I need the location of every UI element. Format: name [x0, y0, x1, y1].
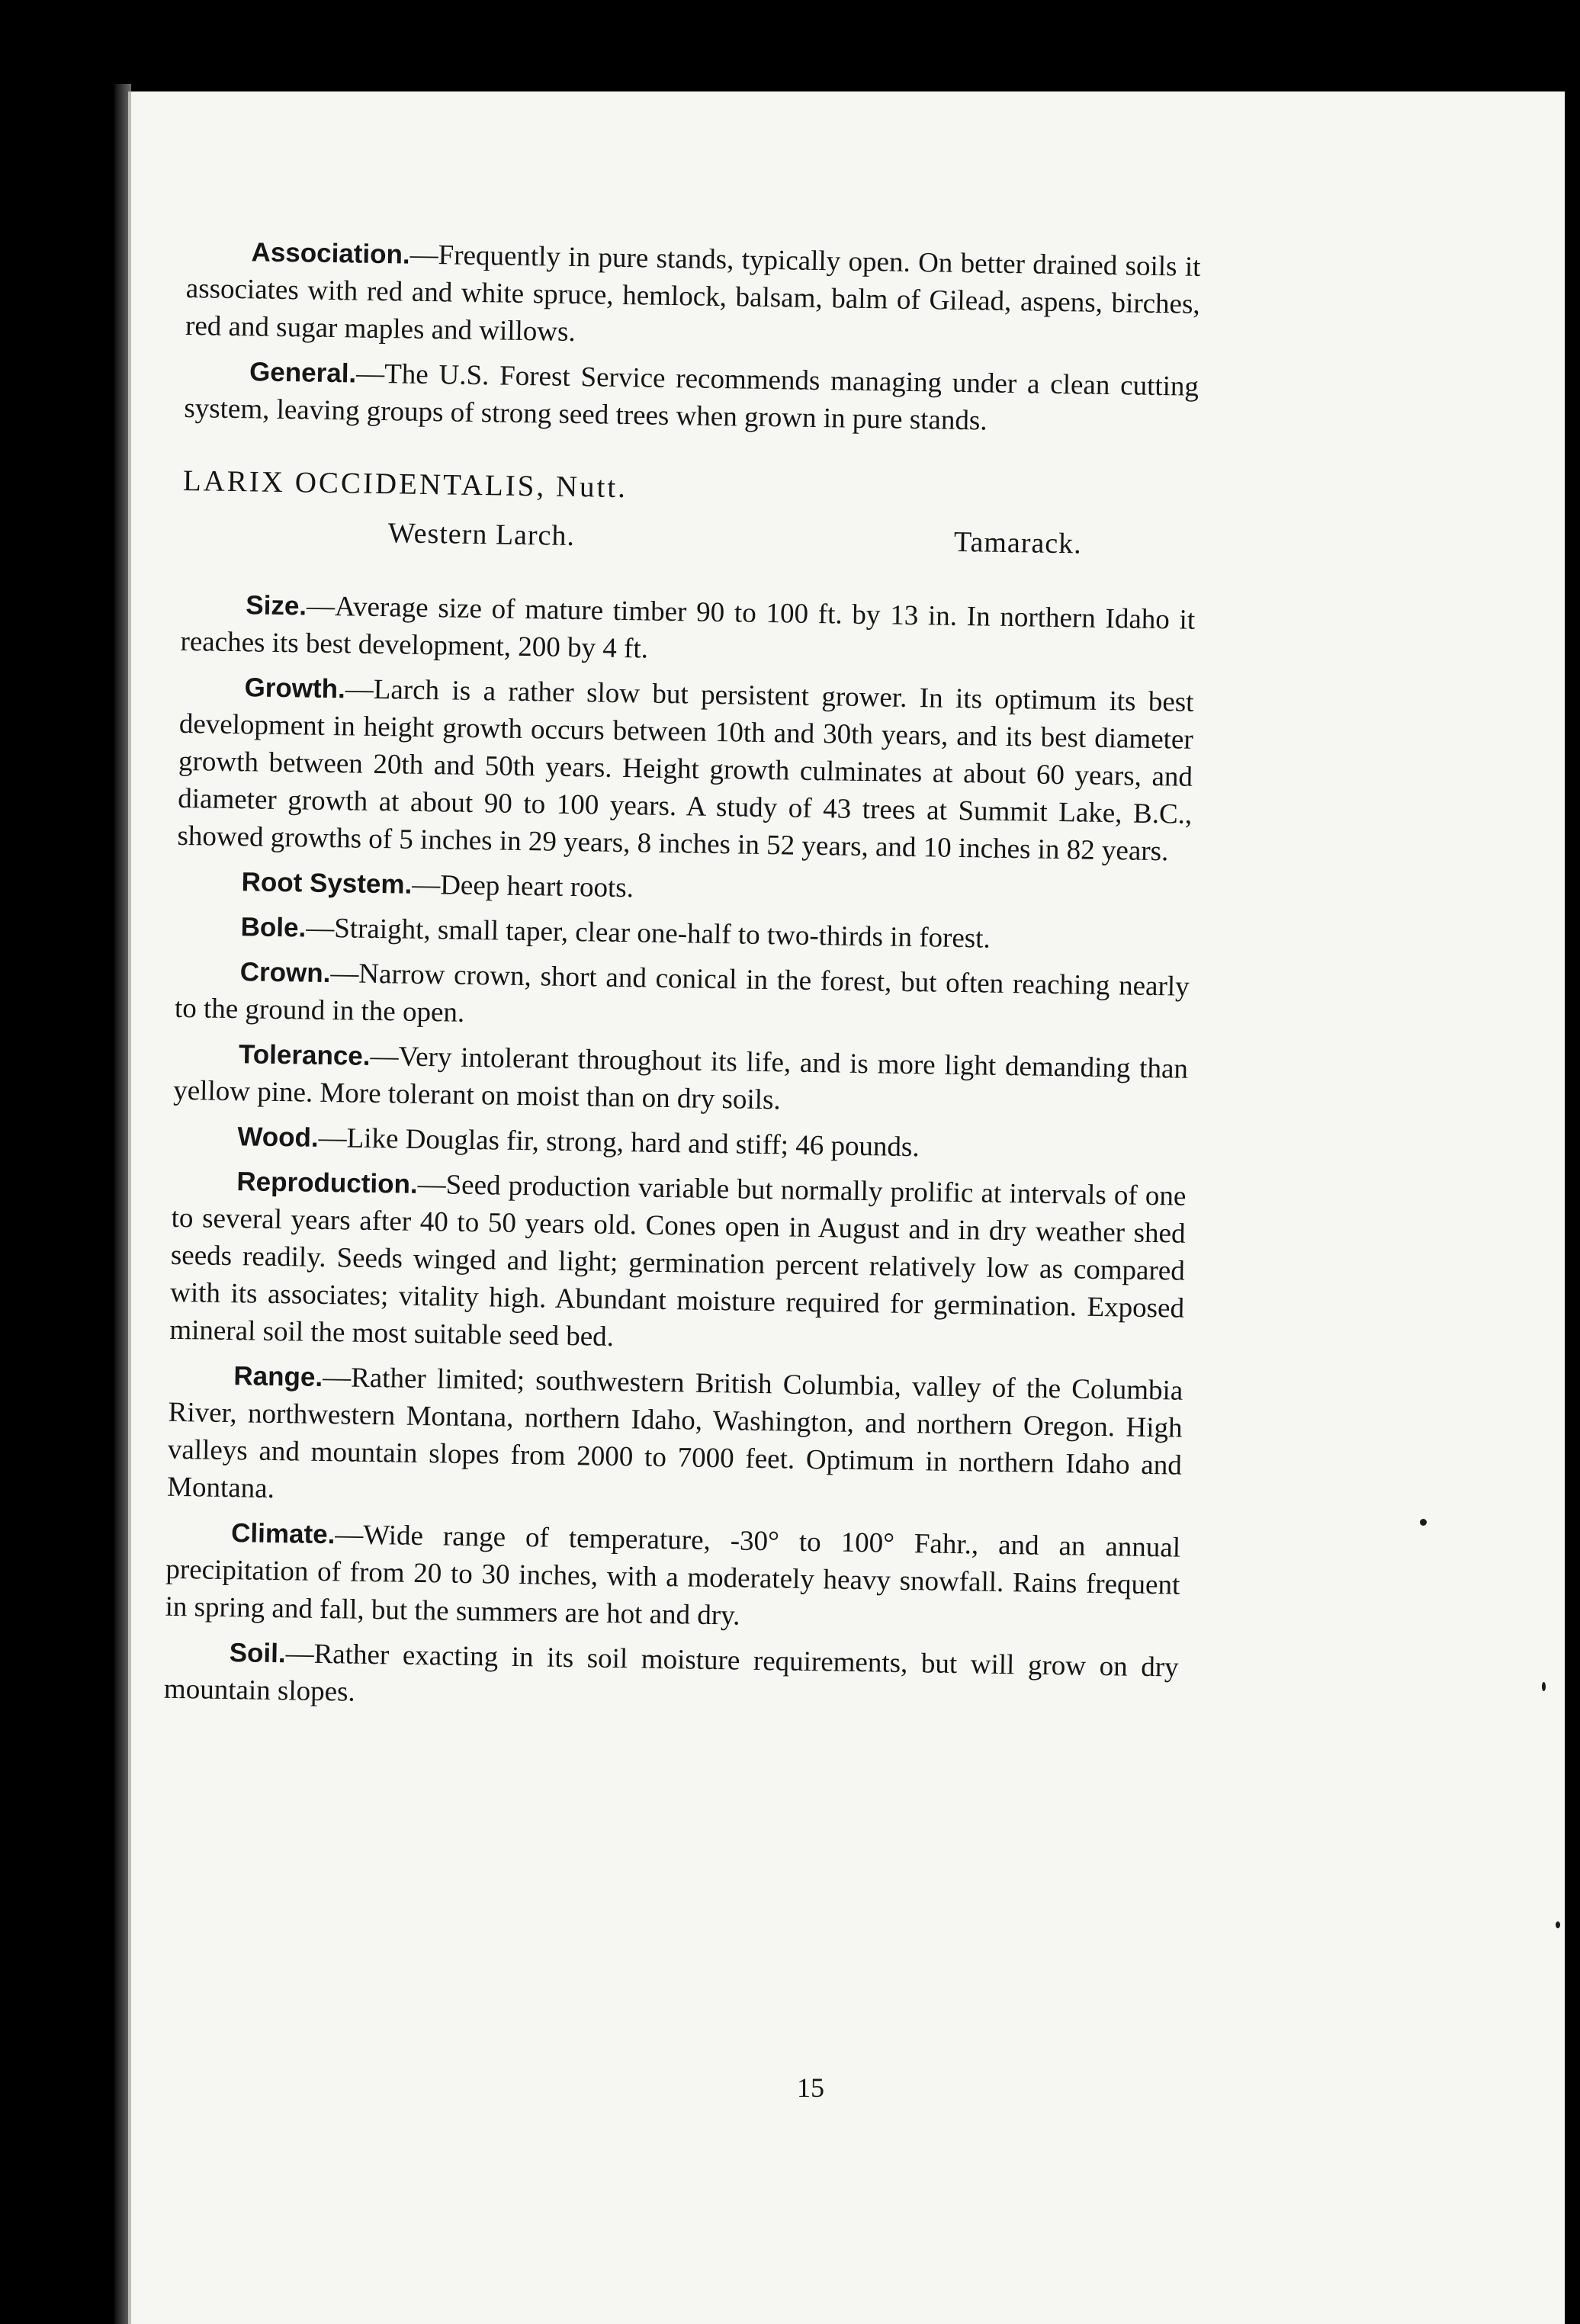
paragraph-lead-soil: Soil.	[229, 1638, 286, 1669]
paragraph-reproduction	[169, 1162, 1187, 1365]
paragraph-body-crown: —Narrow crown, short and conical in the forest, but often reaching nearly to the ground in the open.	[174, 958, 1190, 1029]
paragraph-lead-crown: Crown.	[239, 957, 331, 989]
paragraph-lead-bole: Bole.	[240, 912, 307, 943]
paragraph-lead-climate: Climate.	[230, 1518, 336, 1550]
paragraph-lead-range: Range.	[233, 1361, 323, 1392]
paragraph-lead-wood: Wood.	[237, 1122, 319, 1153]
paragraph-wood	[172, 1117, 1187, 1170]
paragraph-body-reproduction: —Seed production variable but normally prolific at intervals of one to several years after 40 to 50 years old. Cones open in August and in dry weather shed seeds readily. Seeds winged and light; germination percent relatively low as compared with its associates; vitality high. Abundant moisture required for germination. Exposed mineral soil the most suitable seed bed.	[169, 1168, 1187, 1353]
scan-speck	[1420, 1519, 1427, 1526]
species-heading: LARIX OCCIDENTALIS, Nutt.	[182, 464, 628, 505]
paragraph-size	[180, 586, 1195, 676]
paragraph-range	[167, 1356, 1183, 1522]
paragraph-lead-general: General.	[249, 357, 357, 389]
paragraph-body-association: —Frequently in pure stands, typically open. On better drained soils it associates with red and white spruce, hemlock, balsam, balm of Gilead, aspens, birches, red and sugar maples and willows.	[185, 239, 1201, 348]
paragraph-body-growth: —Larch is a rather slow but persistent grower. In its optimum its best development in height growth occurs between 10th and 30th years, and its best diameter growth between 20th and 50th years. Height growth culminates at about 60 years, and diameter growth at about 90 to 100 years. A study of 43 trees at Summit Lake, B.C., showed growths of 5 inches in 29 years, 8 inches in 52 years, and 10 inches in 82 years.	[177, 673, 1194, 868]
paragraph-climate	[165, 1513, 1180, 1642]
paragraph-root-system	[176, 862, 1191, 916]
paragraph-association	[185, 233, 1201, 361]
paragraph-body-general: —The U.S. Forest Service recommends managing under a clean cutting system, leaving groups of strong seed trees when grown in pure stands.	[184, 358, 1199, 437]
scan-speck	[1556, 1921, 1560, 1928]
paragraph-lead-growth: Growth.	[244, 672, 346, 705]
paragraph-bole	[175, 907, 1190, 961]
paragraph-lead-tolerance: Tolerance.	[238, 1039, 371, 1071]
paragraph-lead-size: Size.	[246, 590, 307, 621]
paragraph-body-range: —Rather limited; southwestern British Columbia, valley of the Columbia River, northwestern Montana, northern Idaho, Washington, and northern Oregon. High valleys and mountain slopes from 2000 to 7000 feet. Optimum in northern Idaho and Montana.	[166, 1361, 1183, 1505]
paragraph-body-climate: —Wide range of temperature, -30° to 100° Fahr., and an annual precipitation of from 20 to 30 inches, with a moderately heavy snowfall. Rains frequent in spring and fall, but the summers are hot and dry.	[165, 1519, 1181, 1632]
paragraph-lead-root-system: Root System.	[241, 867, 413, 900]
paragraph-lead-association: Association.	[251, 237, 410, 270]
paragraph-body-root-system: —Deep heart roots.	[411, 868, 634, 904]
scan-speck	[1542, 1682, 1546, 1691]
paragraph-tolerance	[173, 1035, 1188, 1125]
paragraph-body-bole: —Straight, small taper, clear one-half to two-thirds in forest.	[305, 912, 991, 955]
page-body-text	[163, 233, 1200, 1732]
page-number: 15	[797, 2072, 824, 2103]
common-name-western-larch: Western Larch.	[387, 517, 576, 553]
paragraph-body-size: —Average size of mature timber 90 to 100 ft. by 13 in. In northern Idaho it reaches its best development, 200 by 4 ft.	[180, 590, 1196, 665]
common-names	[387, 515, 1082, 563]
paragraph-body-soil: —Rather exacting in its soil moisture requirements, but will grow on dry mountain slopes.	[163, 1638, 1179, 1708]
paragraph-body-tolerance: —Very intolerant throughout its life, and is more light demanding than yellow pine. More tolerant on moist than on dry soils.	[172, 1040, 1189, 1116]
paragraph-general	[184, 352, 1199, 443]
paragraph-body-wood: —Like Douglas fir, strong, hard and stiff; 46 pounds.	[318, 1122, 920, 1164]
paragraph-growth	[177, 668, 1194, 871]
paragraph-lead-reproduction: Reproduction.	[236, 1167, 418, 1199]
paragraph-soil	[164, 1633, 1179, 1724]
common-name-tamarack: Tamarack.	[953, 525, 1083, 560]
paragraph-crown	[175, 952, 1190, 1043]
